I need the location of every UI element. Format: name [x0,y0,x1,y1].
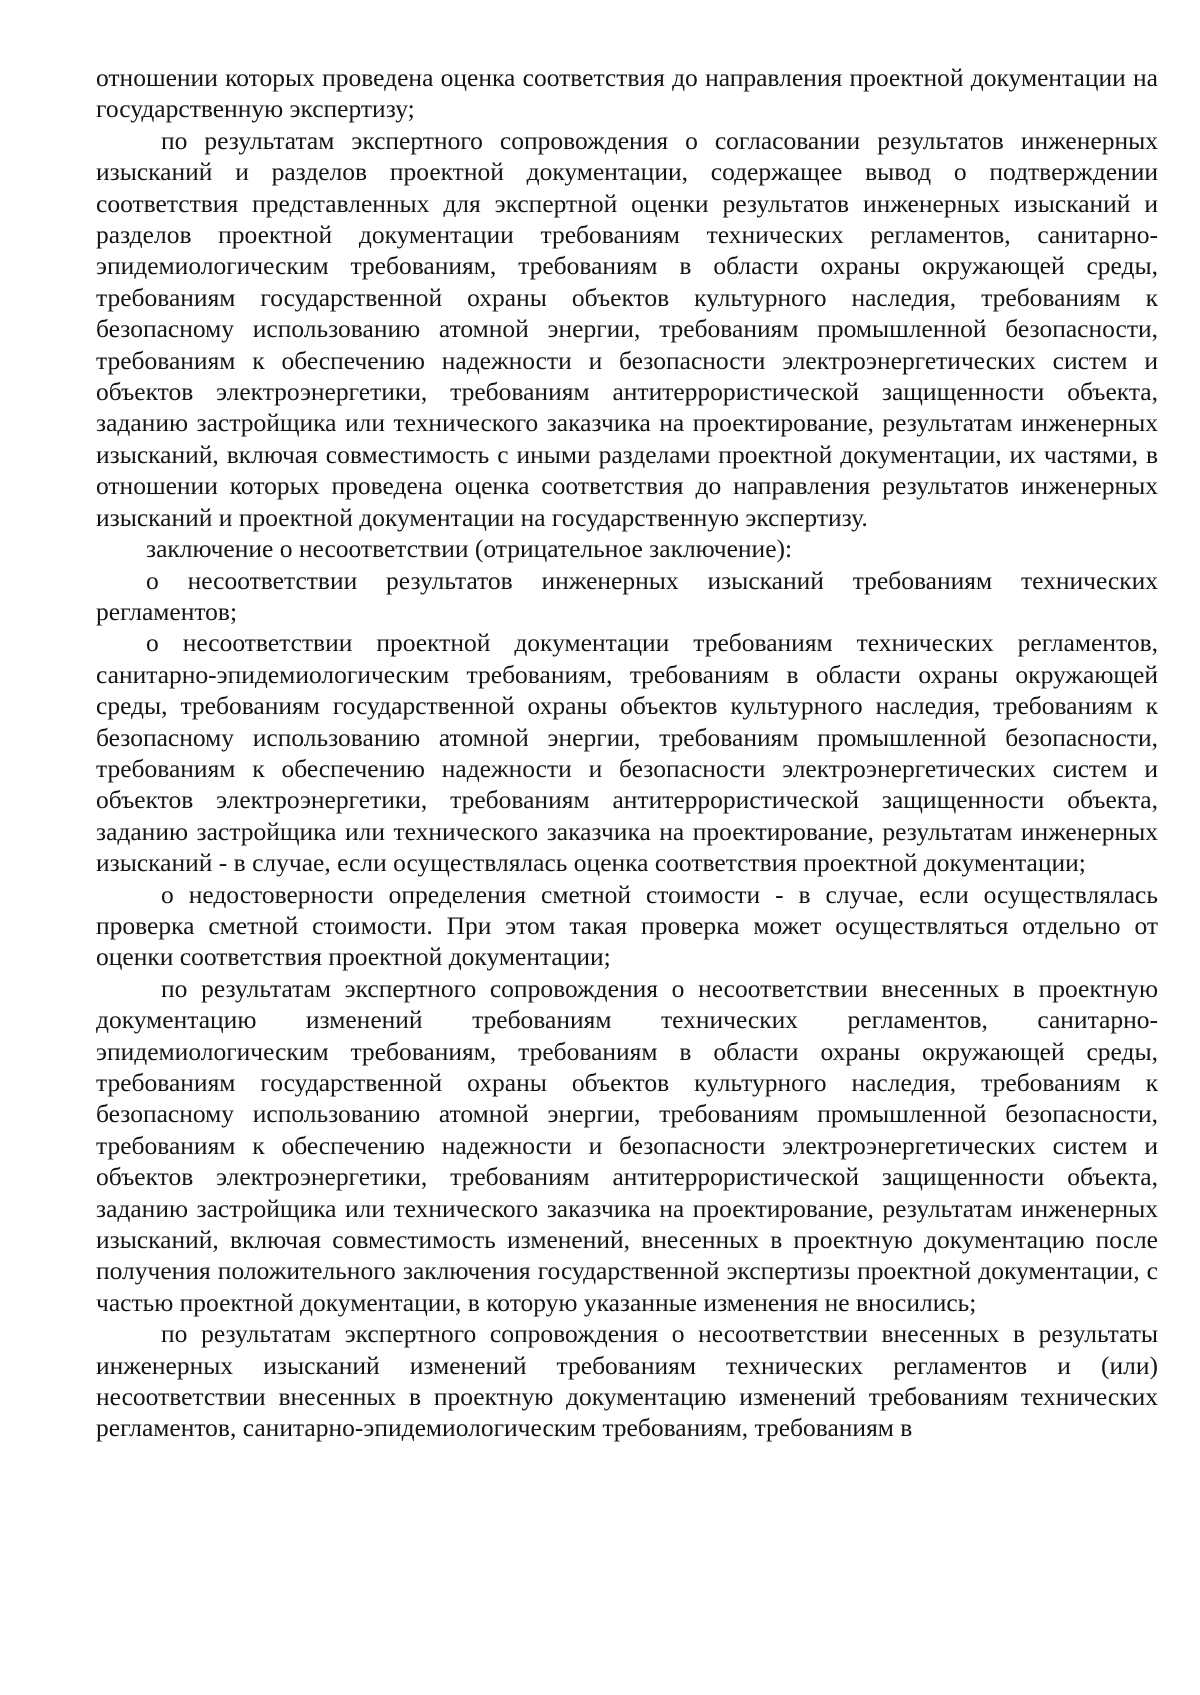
paragraph-survey-nonconformity: о несоответствии результатов инженерных изысканий требованиям технических регламентов; [96,565,1158,626]
paragraph-estimate-unreliability: о недостоверности определения сметной стоимости - в случае, если осуществлялась проверка сметной стоимости. При этом такая проверка может осуществляться отдельно от оценки соответствия проектной документации; [96,879,1158,972]
paragraph-survey-changes-nonconformity: по результатам экспертного сопровождения о несоответствии внесенных в результаты инженерных изысканий изменений требованиям технических регламентов и (или) несоответствии внесенных в проектную документацию изменений требованиям технических регламентов, санитарно-эпидемиологическим требованиям, требованиям в [96,1319,1158,1443]
paragraph-negative-conclusion-heading: заключение о несоответствии (отрицательное заключение): [146,534,793,564]
paragraph-continuation: отношении которых проведена оценка соответствия до направления проектной документации на государственную экспертизу; [96,63,1158,124]
paragraph-project-doc-nonconformity: о несоответствии проектной документации требованиям технических регламентов, санитарно-эпидемиологическим требованиям, требованиям в области охраны окружающей среды, требованиям государственной охраны объектов культурного наследия, требованиям к безопасному использованию атомной энергии, требованиям промышленной безопасности, требованиям к обеспечению надежности и безопасности электроэнергетических систем и объектов электроэнергетики, требованиям антитеррористической защищенности объекта, заданию застройщика или технического заказчика на проектирование, результатам инженерных изысканий - в случае, если осуществлялась оценка соответствия проектной документации; [96,628,1158,878]
paragraph-project-changes-nonconformity: по результатам экспертного сопровождения о несоответствии внесенных в проектную документацию изменений требованиям технических регламентов, санитарно-эпидемиологическим требованиям, требованиям в области охраны окружающей среды, требованиям государственной охраны объектов культурного наследия, требованиям к безопасному использованию атомной энергии, требованиям промышленной безопасности, требованиям к обеспечению надежности и безопасности электроэнергетических систем и объектов электроэнергетики, требованиям антитеррористической защищенности объекта, заданию застройщика или технического заказчика на проектирование, результатам инженерных изысканий, включая совместимость изменений, внесенных в проектную документацию после получения положительного заключения государственной экспертизы проектной документации, с частью проектной документации, в которую указанные изменения не вносились; [96,973,1158,1317]
paragraph-expert-support-approval: по результатам экспертного сопровождения о согласовании результатов инженерных изысканий и разделов проектной документации, содержащее вывод о подтверждении соответствия представленных для экспертной оценки результатов инженерных изысканий и разделов проектной документации требованиям технических регламентов, санитарно-эпидемиологическим требованиям, требованиям в области охраны окружающей среды, требованиям государственной охраны объектов культурного наследия, требованиям к безопасному использованию атомной энергии, требованиям промышленной безопасности, требованиям к обеспечению надежности и безопасности электроэнергетических систем и объектов электроэнергетики, требованиям антитеррористической защищенности объекта, заданию застройщика или технического заказчика на проектирование, результатам инженерных изысканий, включая совместимость с иными разделами проектной документации, их частями, в отношении которых проведена оценка соответствия до направления результатов инженерных изысканий и проектной документации на государственную экспертизу. [96,125,1158,532]
document-page [96,62,1158,1444]
